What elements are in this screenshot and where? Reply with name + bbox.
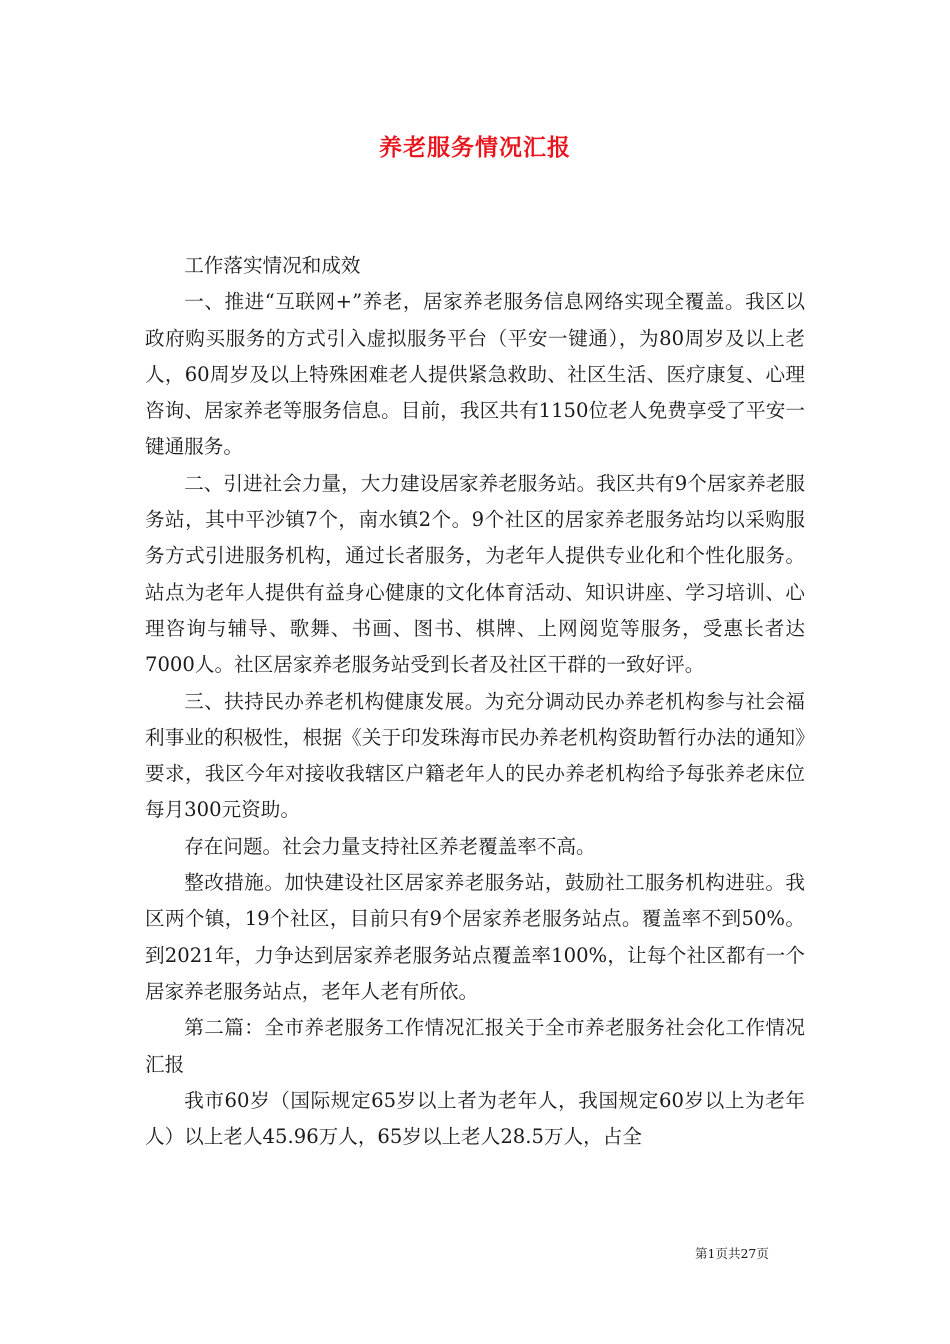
paragraph-private-institutions: 三、扶持民办养老机构健康发展。为充分调动民办养老机构参与社会福利事业的积极性，根据《关于印发珠海市民办养老机构资助暂行办法的通知》要求，我区今年对接收我辖区户籍老年人的民办养老机构给予每张养老床位每月300元资助。 <box>145 689 805 822</box>
paragraph-service-stations: 二、引进社会力量，大力建设居家养老服务站。我区共有9个居家养老服务站，其中平沙镇7个，南水镇2个。9个社区的居家养老服务站均以采购服务方式引进服务机构，通过长者服务，为老年人提供专业化和个性化服务。站点为老年人提供有益身心健康的文化体育活动、知识讲座、学习培训、心理咨询与辅导、歌舞、书画、图书、棋牌、上网阅览等服务，受惠长者达7000人。社区居家养老服务站受到长者及社区干群的一致好评。 <box>145 471 805 677</box>
paragraph-rectification: 整改措施。加快建设社区居家养老服务站，鼓励社工服务机构进驻。我区两个镇，19个社区，目前只有9个居家养老服务站点。覆盖率不到50%。到2021年，力争达到居家养老服务站点覆盖率100%，让每个社区都有一个居家养老服务站点，老年人老有所依。 <box>145 871 805 1003</box>
page-number-footer: 第1页共27页 <box>695 1246 769 1261</box>
document-body <box>145 248 805 1155</box>
document-title: 养老服务情况汇报 <box>379 134 571 161</box>
paragraph-heading: 工作落实情况和成效 <box>184 254 361 277</box>
paragraph-problems: 存在问题。社会力量支持社区养老覆盖率不高。 <box>184 834 596 858</box>
paragraph-second-article: 第二篇：全市养老服务工作情况汇报关于全市养老服务社会化工作情况汇报 <box>145 1016 805 1076</box>
paragraph-city-statistics: 我市60岁（国际规定65岁以上者为老年人，我国规定60岁以上为老年人）以上老人45.96万人，65岁以上老人28.5万人，占全 <box>145 1088 805 1149</box>
paragraph-internet-elderly-care: 一、推进“互联网+”养老，居家养老服务信息网络实现全覆盖。我区以政府购买服务的方式引入虚拟服务平台（平安一键通），为80周岁及以上老人，60周岁及以上特殊困难老人提供紧急救助、社区生活、医疗康复、心理咨询、居家养老等服务信息。目前，我区共有1150位老人免费享受了平安一键通服务。 <box>145 290 805 459</box>
